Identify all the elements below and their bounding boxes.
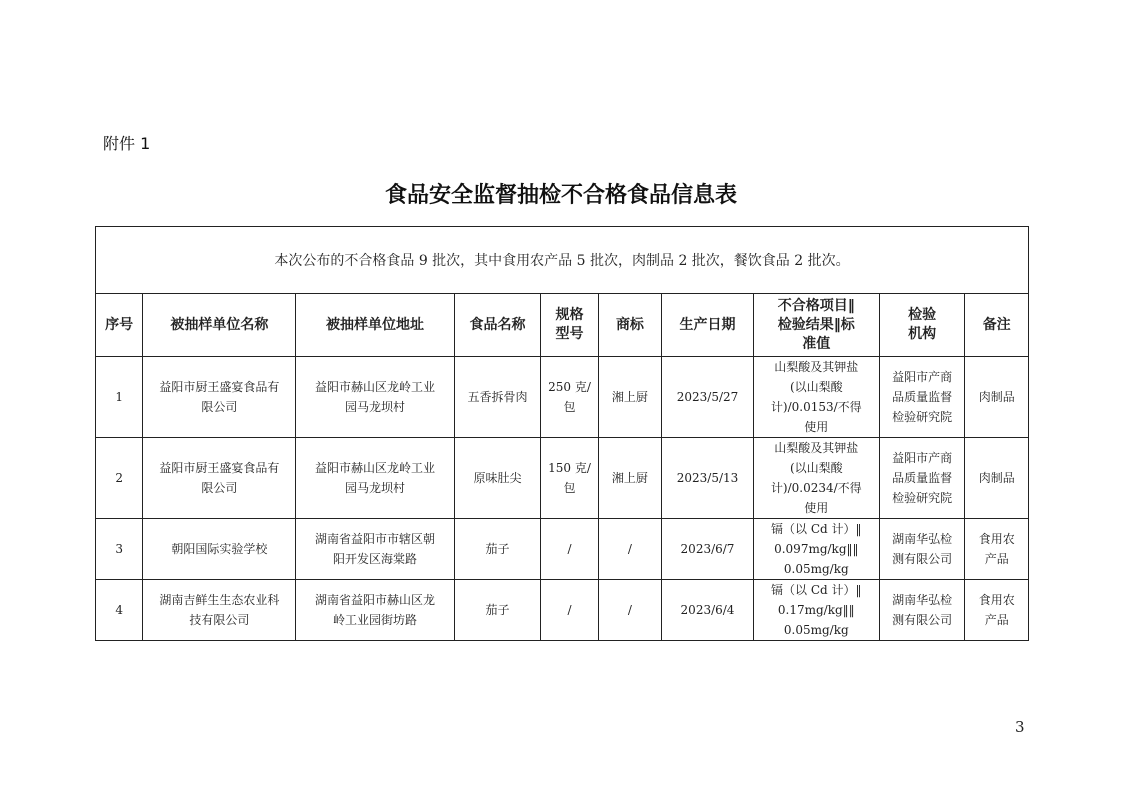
cell-unit-address (296, 357, 454, 438)
cell-line: 测有限公司 (892, 552, 953, 566)
summary-text: 本次公布的不合格食品 9 批次，其中食用农产品 5 批次，肉制品 2 批次，餐饮食品 2 批次。 (96, 227, 1029, 294)
table-row (96, 357, 1029, 438)
cell-line: 包 (563, 481, 576, 495)
cell-spec: / (541, 580, 598, 641)
cell-line: 园马龙坝村 (345, 481, 406, 495)
header-unit-address: 被抽样单位地址 (296, 294, 454, 357)
cell-seq: 3 (96, 519, 143, 580)
cell-line: 品质量监督 (892, 390, 953, 404)
cell-brand: / (598, 580, 661, 641)
cell-line: 0.097mg/kg‖‖ (774, 542, 859, 556)
cell-remarks: 肉制品 (965, 438, 1029, 519)
cell-food-name: 茄子 (454, 519, 541, 580)
cell-remarks (965, 580, 1029, 641)
cell-brand: / (598, 519, 661, 580)
header-agency-line1: 检验 (908, 307, 937, 323)
cell-line: 湖南华弘检 (892, 593, 953, 607)
cell-remarks: 肉制品 (965, 357, 1029, 438)
page-title: 食品安全监督抽检不合格食品信息表 (384, 183, 737, 208)
cell-line: 食用农 (978, 532, 1015, 546)
cell-agency (879, 580, 965, 641)
cell-seq: 2 (96, 438, 143, 519)
cell-line: 岭工业园街坊路 (333, 613, 418, 627)
cell-line: 250 克/ (548, 380, 591, 394)
header-brand: 商标 (598, 294, 661, 357)
cell-line: 计)/0.0153/不得 (770, 400, 862, 414)
cell-line: 检验研究院 (892, 410, 953, 424)
header-item-line2: 检验结果‖标 (777, 316, 855, 333)
cell-line: 湖南省益阳市市辖区朝 (315, 532, 436, 546)
header-unit-name: 被抽样单位名称 (143, 294, 296, 357)
header-spec (541, 294, 598, 357)
cell-line: 使用 (804, 501, 829, 515)
cell-line: 限公司 (201, 400, 238, 414)
cell-line: 镉（以 Cd 计）‖ (771, 583, 862, 597)
cell-line: 益阳市赫山区龙岭工业 (315, 461, 436, 475)
cell-line: 益阳市厨王盛宴食品有 (159, 380, 280, 394)
summary-row (96, 227, 1029, 294)
cell-line: 益阳市厨王盛宴食品有 (159, 461, 280, 475)
header-remarks: 备注 (965, 294, 1029, 357)
cell-line: 使用 (804, 420, 829, 434)
cell-unit-address (296, 438, 454, 519)
cell-date: 2023/5/13 (662, 438, 754, 519)
cell-seq: 4 (96, 580, 143, 641)
table-row (96, 438, 1029, 519)
table-row (96, 580, 1029, 641)
cell-food-name: 茄子 (454, 580, 541, 641)
cell-line: (以山梨酸 (789, 461, 843, 475)
cell-line: 限公司 (201, 481, 238, 495)
cell-unit-name (143, 580, 296, 641)
cell-spec: / (541, 519, 598, 580)
header-spec-line1: 规格 (555, 307, 584, 323)
cell-line: 山梨酸及其钾盐 (774, 360, 859, 374)
cell-line: 益阳市产商 (892, 370, 953, 384)
cell-unqualified-item (753, 580, 879, 641)
cell-line: 150 克/ (548, 461, 591, 475)
table-row (96, 519, 1029, 580)
cell-line: 园马龙坝村 (345, 400, 406, 414)
cell-seq: 1 (96, 357, 143, 438)
header-spec-line2: 型号 (555, 326, 584, 342)
header-row (96, 294, 1029, 357)
cell-line: 计)/0.0234/不得 (770, 481, 862, 495)
header-prod-date: 生产日期 (662, 294, 754, 357)
cell-spec (541, 438, 598, 519)
cell-line: 产品 (984, 613, 1009, 627)
cell-remarks (965, 519, 1029, 580)
attachment-label: 附件 1 (103, 134, 151, 153)
cell-agency (879, 438, 965, 519)
cell-unit-address (296, 519, 454, 580)
cell-unqualified-item (753, 438, 879, 519)
cell-line: 测有限公司 (892, 613, 953, 627)
cell-line: 技有限公司 (189, 613, 250, 627)
cell-spec (541, 357, 598, 438)
header-item-line3: 准值 (802, 335, 831, 352)
cell-line: 益阳市赫山区龙岭工业 (315, 380, 436, 394)
cell-line: 产品 (984, 552, 1009, 566)
cell-date: 2023/6/7 (662, 519, 754, 580)
cell-line: 0.17mg/kg‖‖ (777, 603, 855, 617)
cell-food-name: 原味肚尖 (454, 438, 541, 519)
cell-unit-name (143, 357, 296, 438)
header-agency-line2: 机构 (908, 326, 937, 342)
header-food-name: 食品名称 (454, 294, 541, 357)
cell-brand: 湘上厨 (598, 438, 661, 519)
cell-line: 包 (563, 400, 576, 414)
unqualified-food-table (95, 226, 1029, 641)
header-unqualified-item (753, 294, 879, 357)
cell-brand: 湘上厨 (598, 357, 661, 438)
cell-line: 0.05mg/kg (783, 562, 849, 576)
cell-line: 检验研究院 (892, 491, 953, 505)
cell-food-name: 五香拆骨肉 (454, 357, 541, 438)
cell-unqualified-item (753, 357, 879, 438)
cell-line: 0.05mg/kg (783, 623, 849, 637)
cell-line: 山梨酸及其钾盐 (774, 441, 859, 455)
cell-date: 2023/6/4 (662, 580, 754, 641)
cell-unit-name: 朝阳国际实验学校 (143, 519, 296, 580)
cell-unqualified-item (753, 519, 879, 580)
cell-line: 阳开发区海棠路 (333, 552, 418, 566)
cell-agency (879, 519, 965, 580)
cell-line: 湖南省益阳市赫山区龙 (315, 593, 436, 607)
cell-line: 益阳市产商 (892, 451, 953, 465)
header-seq: 序号 (96, 294, 143, 357)
header-agency (879, 294, 965, 357)
cell-line: 品质量监督 (892, 471, 953, 485)
cell-line: 镉（以 Cd 计）‖ (771, 522, 862, 536)
cell-line: (以山梨酸 (789, 380, 843, 394)
cell-date: 2023/5/27 (662, 357, 754, 438)
cell-agency (879, 357, 965, 438)
cell-line: 湖南吉鲜生生态农业科 (159, 593, 280, 607)
header-item-line1: 不合格项目‖ (777, 297, 855, 314)
cell-unit-name (143, 438, 296, 519)
cell-line: 湖南华弘检 (892, 532, 953, 546)
page-number: 3 (1015, 718, 1025, 736)
cell-line: 食用农 (978, 593, 1015, 607)
cell-unit-address (296, 580, 454, 641)
